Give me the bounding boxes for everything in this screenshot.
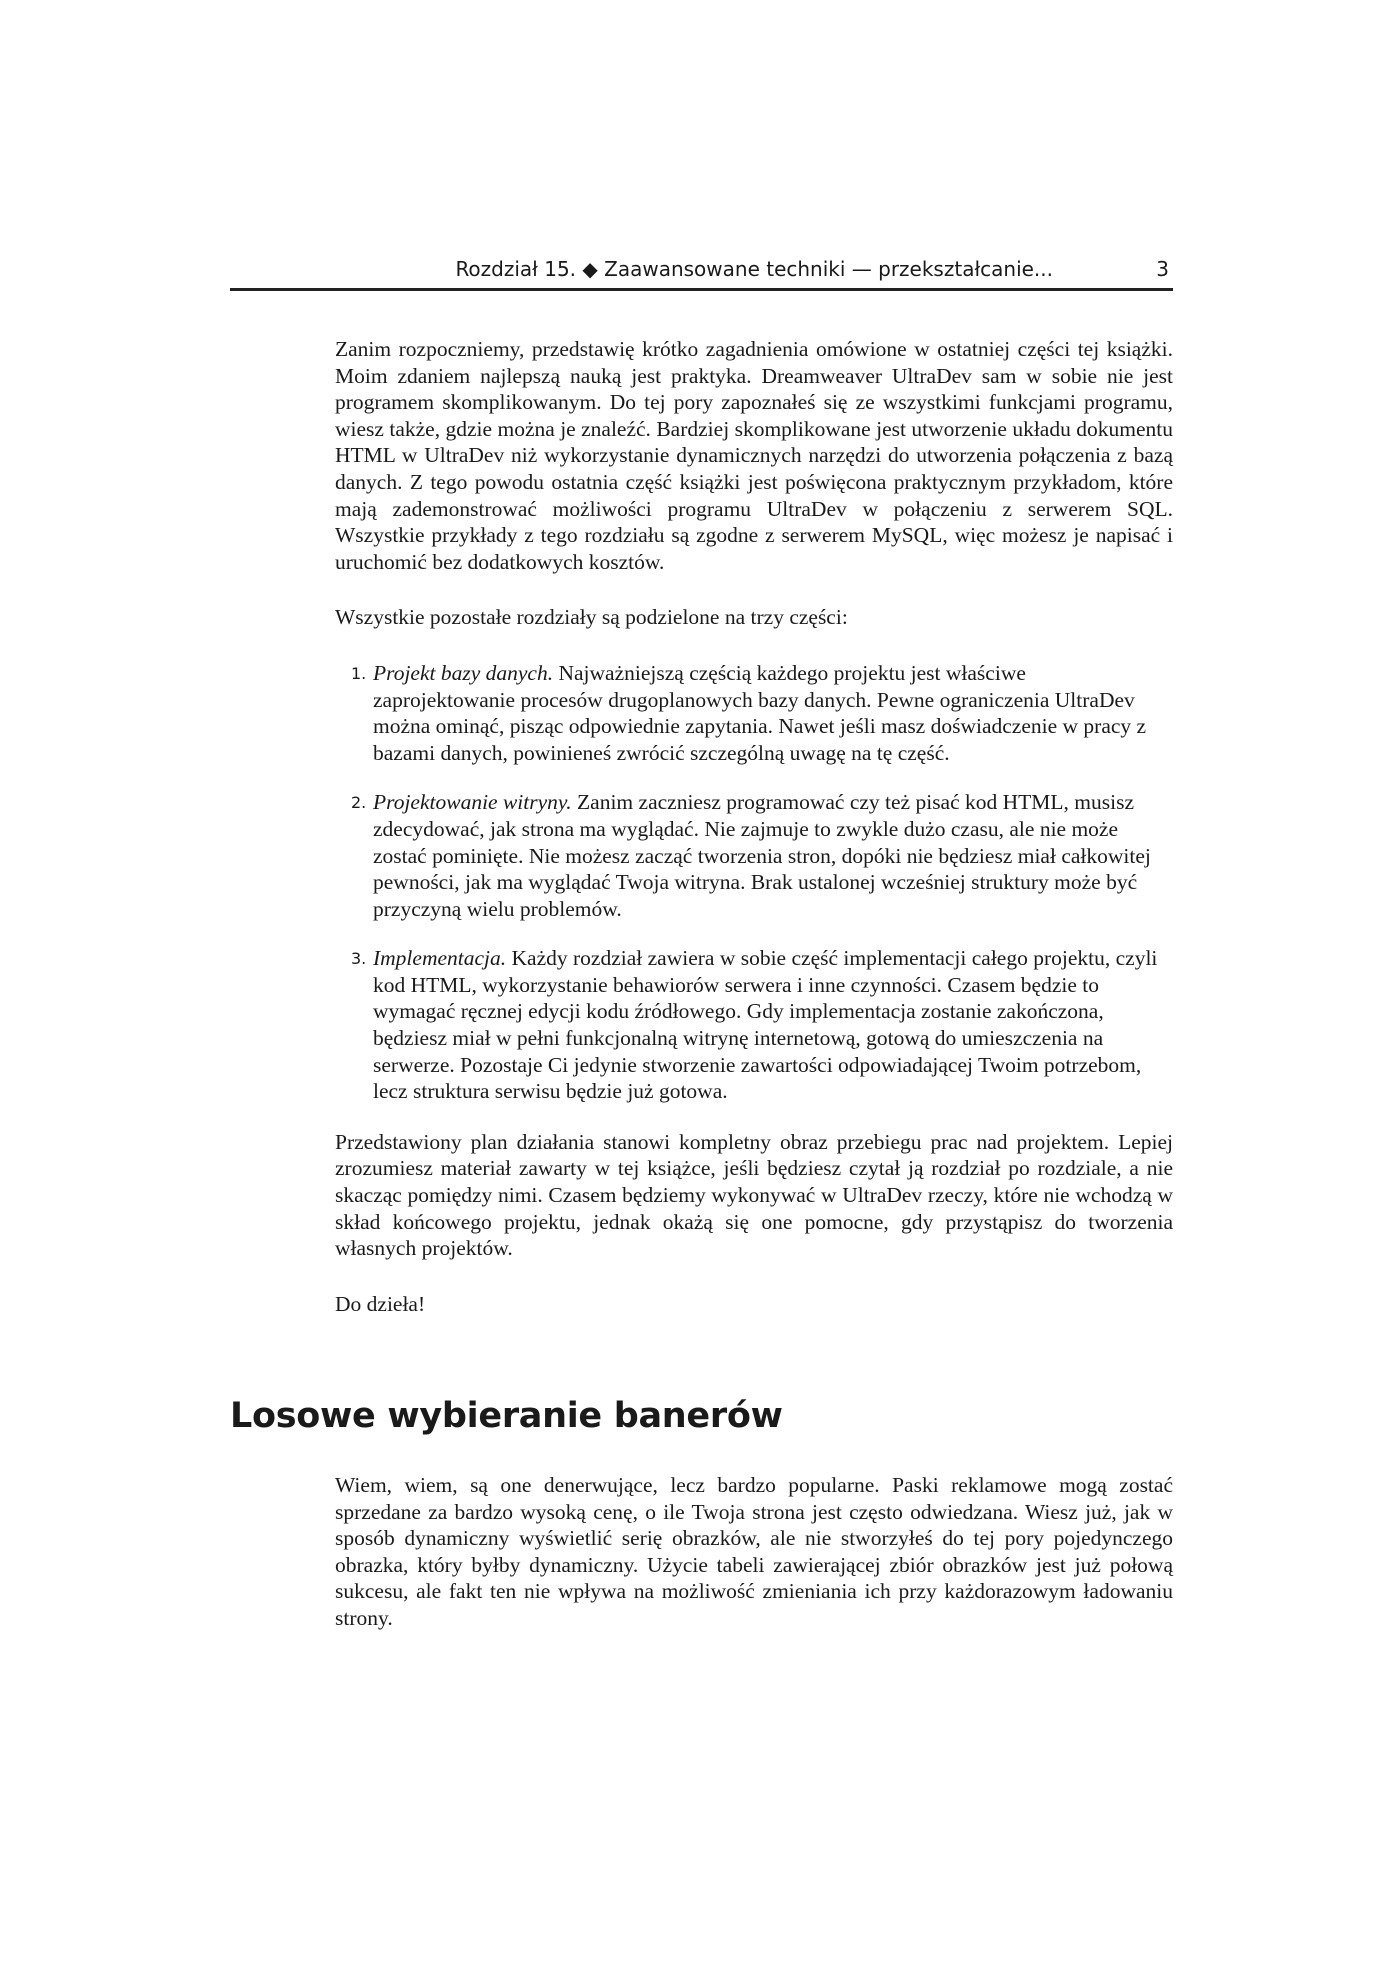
intro-paragraph: Zanim rozpoczniemy, przedstawię krótko zagadnienia omówione w ostatniej części tej książki. Moim zdaniem najlepszą nauką jest praktyka. Dreamweaver UltraDev sam w sobie nie jest programem skomplikowanym. Do tej pory zapoznałeś się ze wszystkimi funkcjami programu, wiesz także, gdzie można je znaleźć. Bardziej skomplikowane jest utworzenie układu dokumentu HTML w UltraDev niż wykorzystanie dynamicznych narzędzi do utworzenia połączenia z bazą danych. Z tego powodu ostatnia część książki jest poświęcona praktycznym przykładom, które mają zademonstrować możliwości programu UltraDev w połączeniu z serwerem SQL. Wszystkie przykłady z tego rozdziału są zgodne z serwerem MySQL, więc możesz je napisać i uruchomić bez dodatkowych kosztów. xyxy=(335,337,1173,574)
running-header xyxy=(230,254,1173,291)
outro-paragraph: Przedstawiony plan działania stanowi kompletny obraz przebiegu prac nad projektem. Lepiej zrozumiesz materiał zawarty w tej książce, jeśli będziesz czytał ją rozdział po rozdziale, a nie skacząc pomiędzy nimi. Czasem będziemy wykonywać w UltraDev rzeczy, które nie wchodzą w skład końcowego projektu, jednak okażą się one pomocne, gdy przystąpisz do tworzenia własnych projektów. xyxy=(335,1129,1173,1261)
list-item-number: 2. xyxy=(351,793,367,813)
list-item-term: Implementacja. xyxy=(373,946,507,971)
steps-list xyxy=(335,660,1173,1105)
list-item xyxy=(335,660,1173,766)
page-number: 3 xyxy=(1156,257,1169,281)
section-paragraph: Wiem, wiem, są one denerwujące, lecz bardzo popularne. Paski reklamowe mogą zostać sprzedane za bardzo wysoką cenę, o ile Twoja strona jest często odwiedzana. Wiesz już, jak w sposób dynamiczny wyświetlić serię obrazków, ale nie stworzyłeś do tej pory pojedynczego obrazka, który byłby dynamiczny. Użycie tabeli zawierającej zbiór obrazków jest już połową sukcesu, ale fakt ten nie wpływa na możliwość zmieniania ich przy każdorazowym ładowaniu strony. xyxy=(335,1473,1173,1630)
section-heading: Losowe wybieranie banerów xyxy=(230,1396,783,1436)
list-item-number: 3. xyxy=(351,949,367,969)
section-text xyxy=(335,1472,1173,1632)
list-item-text: Zanim zaczniesz programować czy też pisać kod HTML, musisz zdecydować, jak strona ma wyglądać. Nie zajmuje to zwykle dużo czasu, ale nie może zostać pominięte. Nie możesz zacząć tworzenia stron, dopóki nie będziesz miał całkowitej pewności, jak ma wyglądać Twoja witryna. Brak ustalonej wcześniej struktury może być przyczyną wielu problemów. xyxy=(373,790,1151,921)
closing-line: Do dzieła! xyxy=(335,1291,426,1316)
list-item xyxy=(335,945,1173,1105)
list-item-number: 1. xyxy=(351,663,367,683)
list-item-term: Projektowanie witryny. xyxy=(373,790,572,815)
running-title: Rozdział 15. ◆ Zaawansowane techniki — przekształcanie... xyxy=(455,257,1053,281)
list-item-text: Każdy rozdział zawiera w sobie część implementacji całego projektu, czyli kod HTML, wykorzystanie behawiorów serwera i inne czynności. Czasem będzie to wymagać ręcznej edycji kodu źródłowego. Gdy implementacja zostanie zakończona, będziesz miał w pełni funkcjonalną witrynę internetową, gotową do umieszczenia na serwerze. Pozostaje Ci jedynie stworzenie zawartości odpowiadającej Twoim potrzebom, lecz struktura serwisu będzie już gotowa. xyxy=(373,946,1158,1104)
list-item xyxy=(335,789,1173,922)
intro-lead-paragraph: Wszystkie pozostałe rozdziały są podzielone na trzy części: xyxy=(335,605,848,630)
list-item-text: Najważniejszą częścią każdego projektu jest właściwe zaprojektowanie procesów drugoplanowych bazy danych. Pewne ograniczenia UltraDev można ominąć, pisząc odpowiednie zapytania. Nawet jeśli masz doświadczenie w pracy z bazami danych, powinieneś zwrócić szczególną uwagę na tę część. xyxy=(373,660,1147,765)
main-text xyxy=(335,336,1173,1346)
list-item-term: Projekt bazy danych. xyxy=(373,660,554,685)
